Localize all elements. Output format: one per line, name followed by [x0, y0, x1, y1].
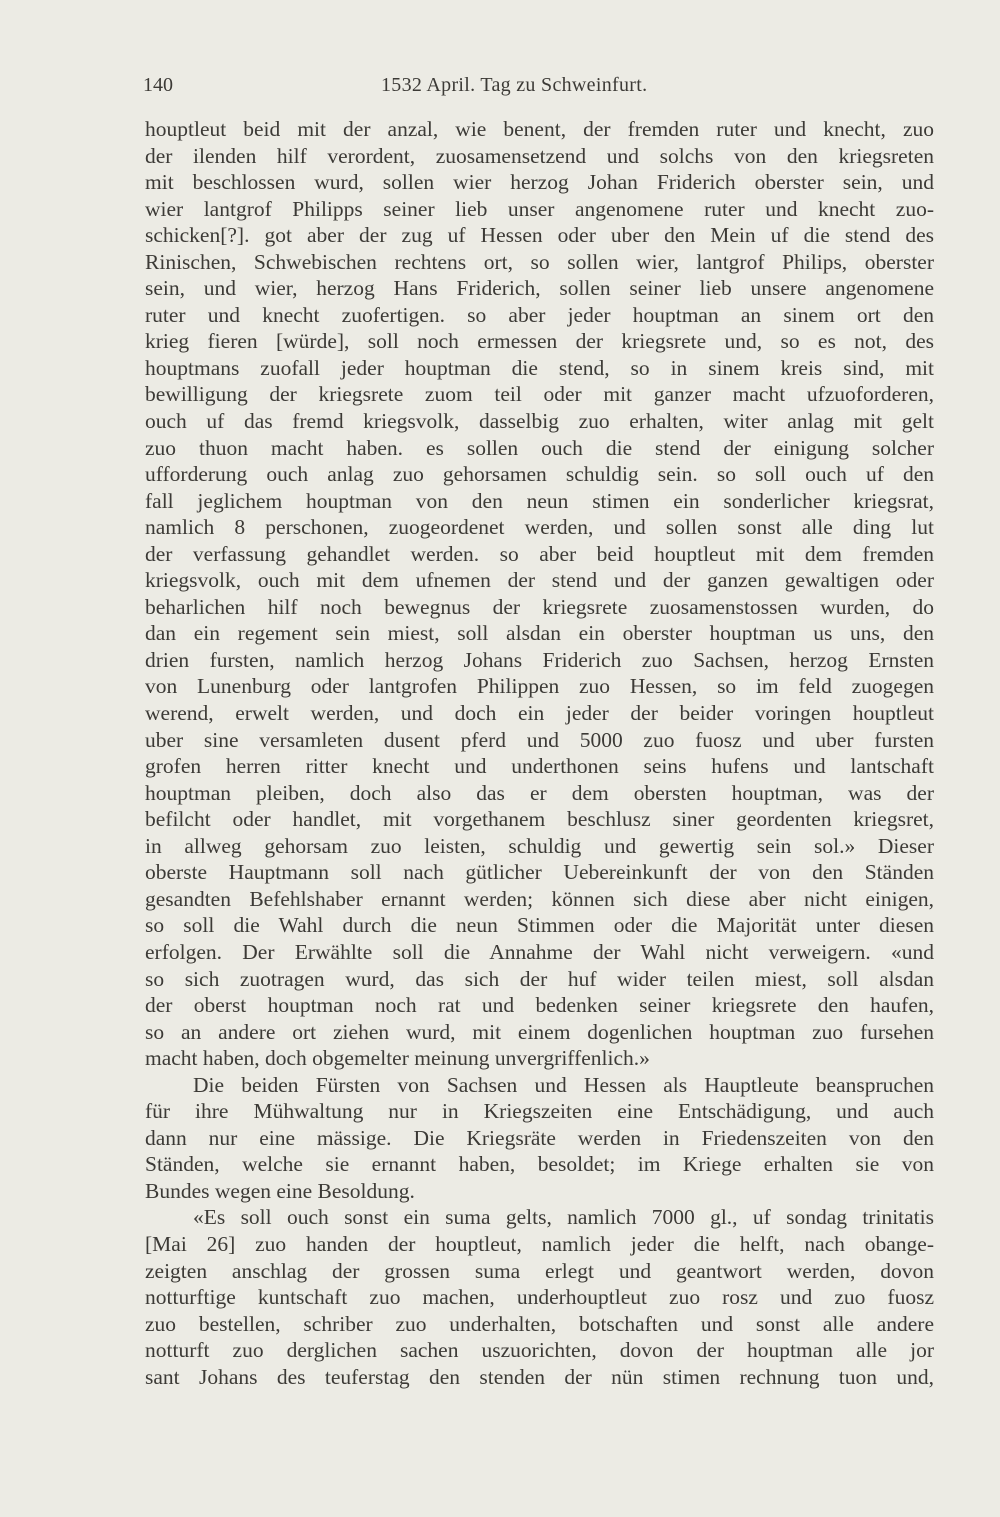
text-line: schicken[?]. got aber der zug uf Hessen oder uber den Mein uf die stend des — [145, 223, 934, 248]
text-line: der oberst houptman noch rat und bedenken seiner kriegsrete den haufen, — [145, 993, 934, 1018]
text-line: erfolgen. Der Erwählte soll die Annahme der Wahl nicht verweigern. «und — [145, 939, 934, 964]
text-line: bewilligung der kriegsrete zuom teil oder mit ganzer macht ufzuoforderen, — [145, 382, 934, 407]
text-line: gesandten Befehlshaber ernannt werden; können sich diese aber nicht einigen, — [145, 886, 934, 911]
page-header — [0, 74, 1000, 104]
text-line: wier lantgrof Philipps seiner lieb unser angenomene ruter und knecht zuo- — [145, 196, 934, 221]
text-line: drien fursten, namlich herzog Johans Friderich zuo Sachsen, herzog Ernsten — [145, 647, 934, 672]
text-line: der ilenden hilf verordent, zuosamensetzend und solchs von den kriegsreten — [145, 143, 934, 168]
text-line: namlich 8 perschonen, zuogeordenet werden, und sollen sonst alle ding lut — [145, 515, 934, 540]
text-line: houptmans zuofall jeder houptman die stend, so in sinem kreis sind, mit — [145, 355, 934, 380]
text-line: oberste Hauptmann soll nach gütlicher Uebereinkunft der von den Ständen — [145, 860, 934, 885]
text-line: kriegsvolk, ouch mit dem ufnemen der stend und der ganzen gewaltigen oder — [145, 568, 934, 593]
text-line: von Lunenburg oder lantgrofen Philippen zuo Hessen, so im feld zuogegen — [145, 674, 934, 699]
text-line: so sich zuotragen wurd, das sich der huf wider teilen miest, soll alsdan — [145, 966, 934, 991]
text-line: für ihre Mühwaltung nur in Kriegszeiten eine Entschädigung, und auch — [145, 1099, 934, 1124]
text-line: notturft zuo derglichen sachen uszuorichten, dovon der houptman alle jor — [145, 1338, 934, 1363]
running-head: 1532 April. Tag zu Schweinfurt. — [381, 74, 648, 96]
text-line: grofen herren ritter knecht und underthonen seins hufens und lantschaft — [145, 754, 934, 779]
text-line: Rinischen, Schwebischen rechtens ort, so sollen wier, lantgrof Philips, oberster — [145, 249, 934, 274]
text-line: mit beschlossen wurd, sollen wier herzog Johan Friderich oberster sein, und — [145, 170, 934, 195]
text-line: zuo bestellen, schriber zuo underhalten, botschaften und sonst alle andere — [145, 1311, 934, 1336]
paragraph-start-line: Die beiden Fürsten von Sachsen und Hessen als Hauptleute beanspruchen — [193, 1072, 934, 1097]
paragraph-start-line: «Es soll ouch sonst ein suma gelts, namlich 7000 gl., uf sondag trinitatis — [193, 1205, 934, 1230]
body-text — [145, 116, 934, 1390]
text-line: so soll die Wahl durch die neun Stimmen oder die Majorität unter diesen — [145, 913, 934, 938]
text-line: zuo thuon macht haben. es sollen ouch die stend der einigung solcher — [145, 435, 934, 460]
text-line: notturftige kuntschaft zuo machen, underhouptleut zuo rosz und zuo fuosz — [145, 1285, 934, 1310]
text-line: zeigten anschlag der grossen suma erlegt und geantwort werden, dovon — [145, 1258, 934, 1283]
text-line: so an andere ort ziehen wurd, mit einem dogenlichen houptman zuo fursehen — [145, 1019, 934, 1044]
text-line: sein, und wier, herzog Hans Friderich, sollen seiner lieb unsere angenomene — [145, 276, 934, 301]
text-line: krieg fieren [würde], soll noch ermessen der kriegsrete und, so es not, des — [145, 329, 934, 354]
text-line: ruter und knecht zuofertigen. so aber jeder houptman an sinem ort den — [145, 302, 934, 327]
text-line: in allweg gehorsam zuo leisten, schuldig und gewertig sein sol.» Dieser — [145, 833, 934, 858]
text-line: ufforderung ouch anlag zuo gehorsamen schuldig sein. so soll ouch uf den — [145, 462, 934, 487]
paragraph-end-line: macht haben, doch obgemelter meinung unvergriffenlich.» — [145, 1046, 650, 1071]
text-line: der verfassung gehandlet werden. so aber beid houptleut mit dem fremden — [145, 541, 934, 566]
text-line: beharlichen hilf noch bewegnus der kriegsrete zuosamenstossen wurden, do — [145, 594, 934, 619]
text-line: dan ein regement sein miest, soll alsdan ein oberster houptman us uns, den — [145, 621, 934, 646]
text-line: Ständen, welche sie ernannt haben, besoldet; im Kriege erhalten sie von — [145, 1152, 934, 1177]
text-line: befilcht oder handlet, mit vorgethanem beschlusz siner geordenten kriegsret, — [145, 807, 934, 832]
text-line: dann nur eine mässige. Die Kriegsräte werden in Friedenszeiten von den — [145, 1125, 934, 1150]
text-line: ouch uf das fremd kriegsvolk, dasselbig zuo erhalten, witer anlag mit gelt — [145, 409, 934, 434]
text-line: uber sine versamleten dusent pferd und 5000 zuo fuosz und uber fursten — [145, 727, 934, 752]
text-line: sant Johans des teuferstag den stenden der nün stimen rechnung tuon und, — [145, 1364, 934, 1389]
text-line: houptman pleiben, doch also das er dem obersten houptman, was der — [145, 780, 934, 805]
text-line: houptleut beid mit der anzal, wie benent, der fremden ruter und knecht, zuo — [145, 117, 934, 141]
text-line: [Mai 26] zuo handen der houptleut, namlich jeder die helft, nach obange- — [145, 1231, 934, 1256]
text-line: fall jeglichem houptman von den neun stimen ein sonderlicher kriegsrat, — [145, 488, 934, 513]
paragraph-end-line: Bundes wegen eine Besoldung. — [145, 1178, 415, 1203]
page-number: 140 — [143, 74, 173, 96]
text-line: werend, erwelt werden, und doch ein jeder der beider voringen houptleut — [145, 701, 934, 726]
